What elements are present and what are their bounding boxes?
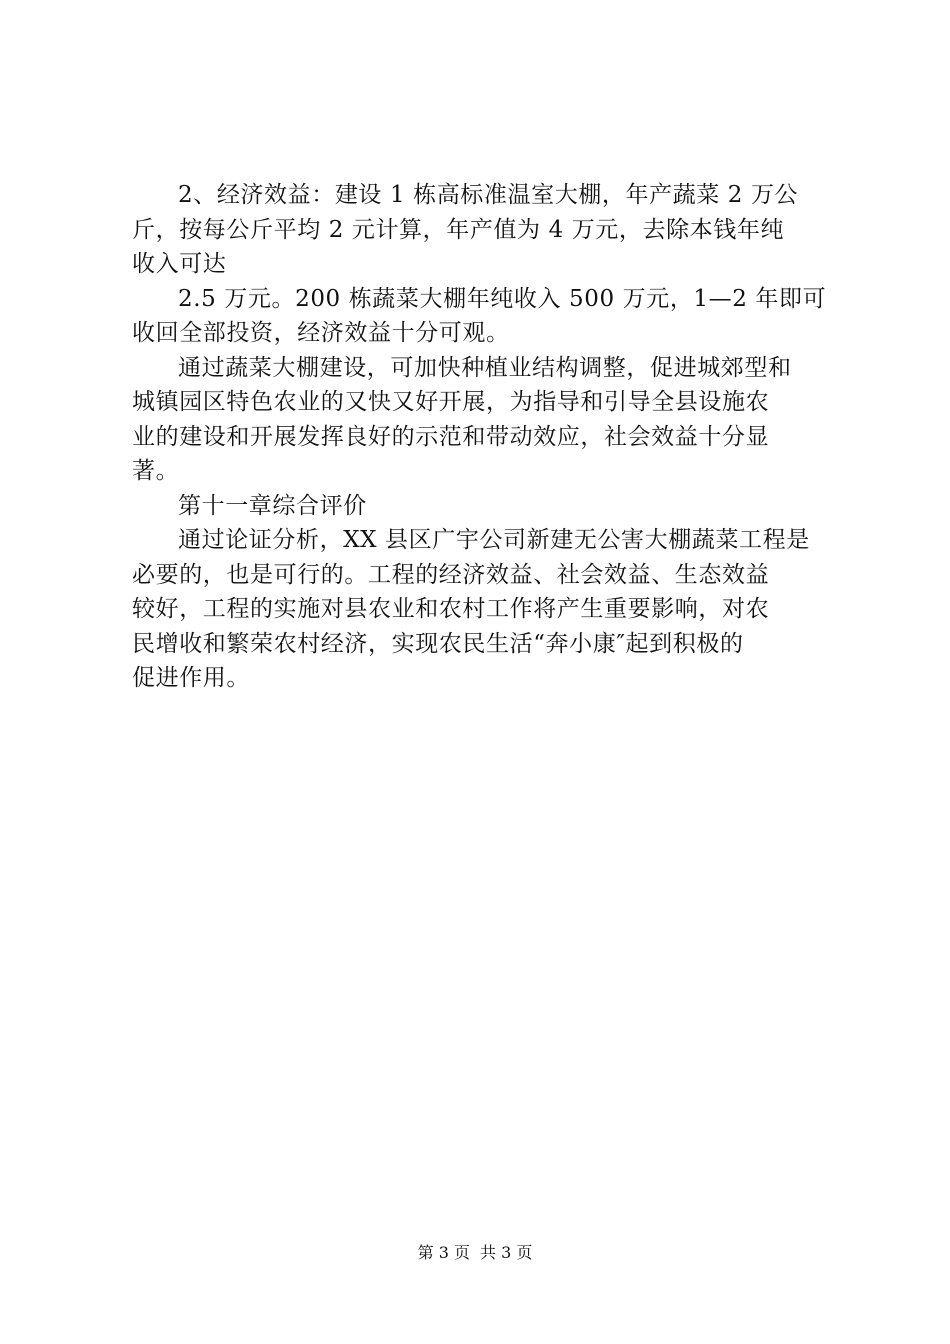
page-total: 共 3 页	[480, 1243, 533, 1262]
paragraph-evaluation-line-1: 通过论证分析，XX 县区广宇公司新建无公害大棚蔬菜工程是	[178, 527, 810, 553]
paragraph-social-benefit-line-2: 城镇园区特色农业的又快又好开展，为指导和引导全县设施农	[132, 389, 770, 415]
paragraph-economic-benefit-line-2: 斤，按每公斤平均 2 元计算，年产值为 4 万元，去除本钱年纯	[132, 216, 785, 243]
document-body	[132, 178, 832, 696]
paragraph-evaluation-line-4: 民增收和繁荣农村经济，实现农民生活“奔小康″起到积极的	[132, 630, 744, 657]
paragraph-economic-benefit-line-1: 2、经济效益：建设 1 栋高标准温室大棚，年产蔬菜 2 万公	[178, 182, 799, 208]
paragraph-social-benefit-line-4: 著。	[132, 458, 180, 484]
paragraph-social-benefit-line-1: 通过蔬菜大棚建设，可加快种植业结构调整，促进城郊型和	[178, 354, 792, 381]
paragraph-economic-benefit-line-3: 收入可达	[132, 251, 227, 277]
paragraph-net-income-line-2: 收回全部投资，经济效益十分可观。	[132, 320, 510, 346]
paragraph-evaluation-line-3: 较好，工程的实施对县农业和农村工作将产生重要影响，对农	[132, 596, 770, 622]
paragraph-evaluation-line-2: 必要的，也是可行的。工程的经济效益、社会效益、生态效益	[132, 561, 770, 588]
paragraph-evaluation-line-5: 促进作用。	[132, 665, 250, 691]
chapter-heading: 第十一章综合评价	[178, 492, 367, 519]
page-number: 第 3 页	[417, 1243, 470, 1262]
paragraph-social-benefit-line-3: 业的建设和开展发挥良好的示范和带动效应，社会效益十分显	[132, 423, 770, 450]
paragraph-net-income-line-1: 2.5 万元。200 栋蔬菜大棚年纯收入 500 万元，1—2 年即可	[178, 285, 827, 312]
page-footer	[0, 1243, 950, 1263]
